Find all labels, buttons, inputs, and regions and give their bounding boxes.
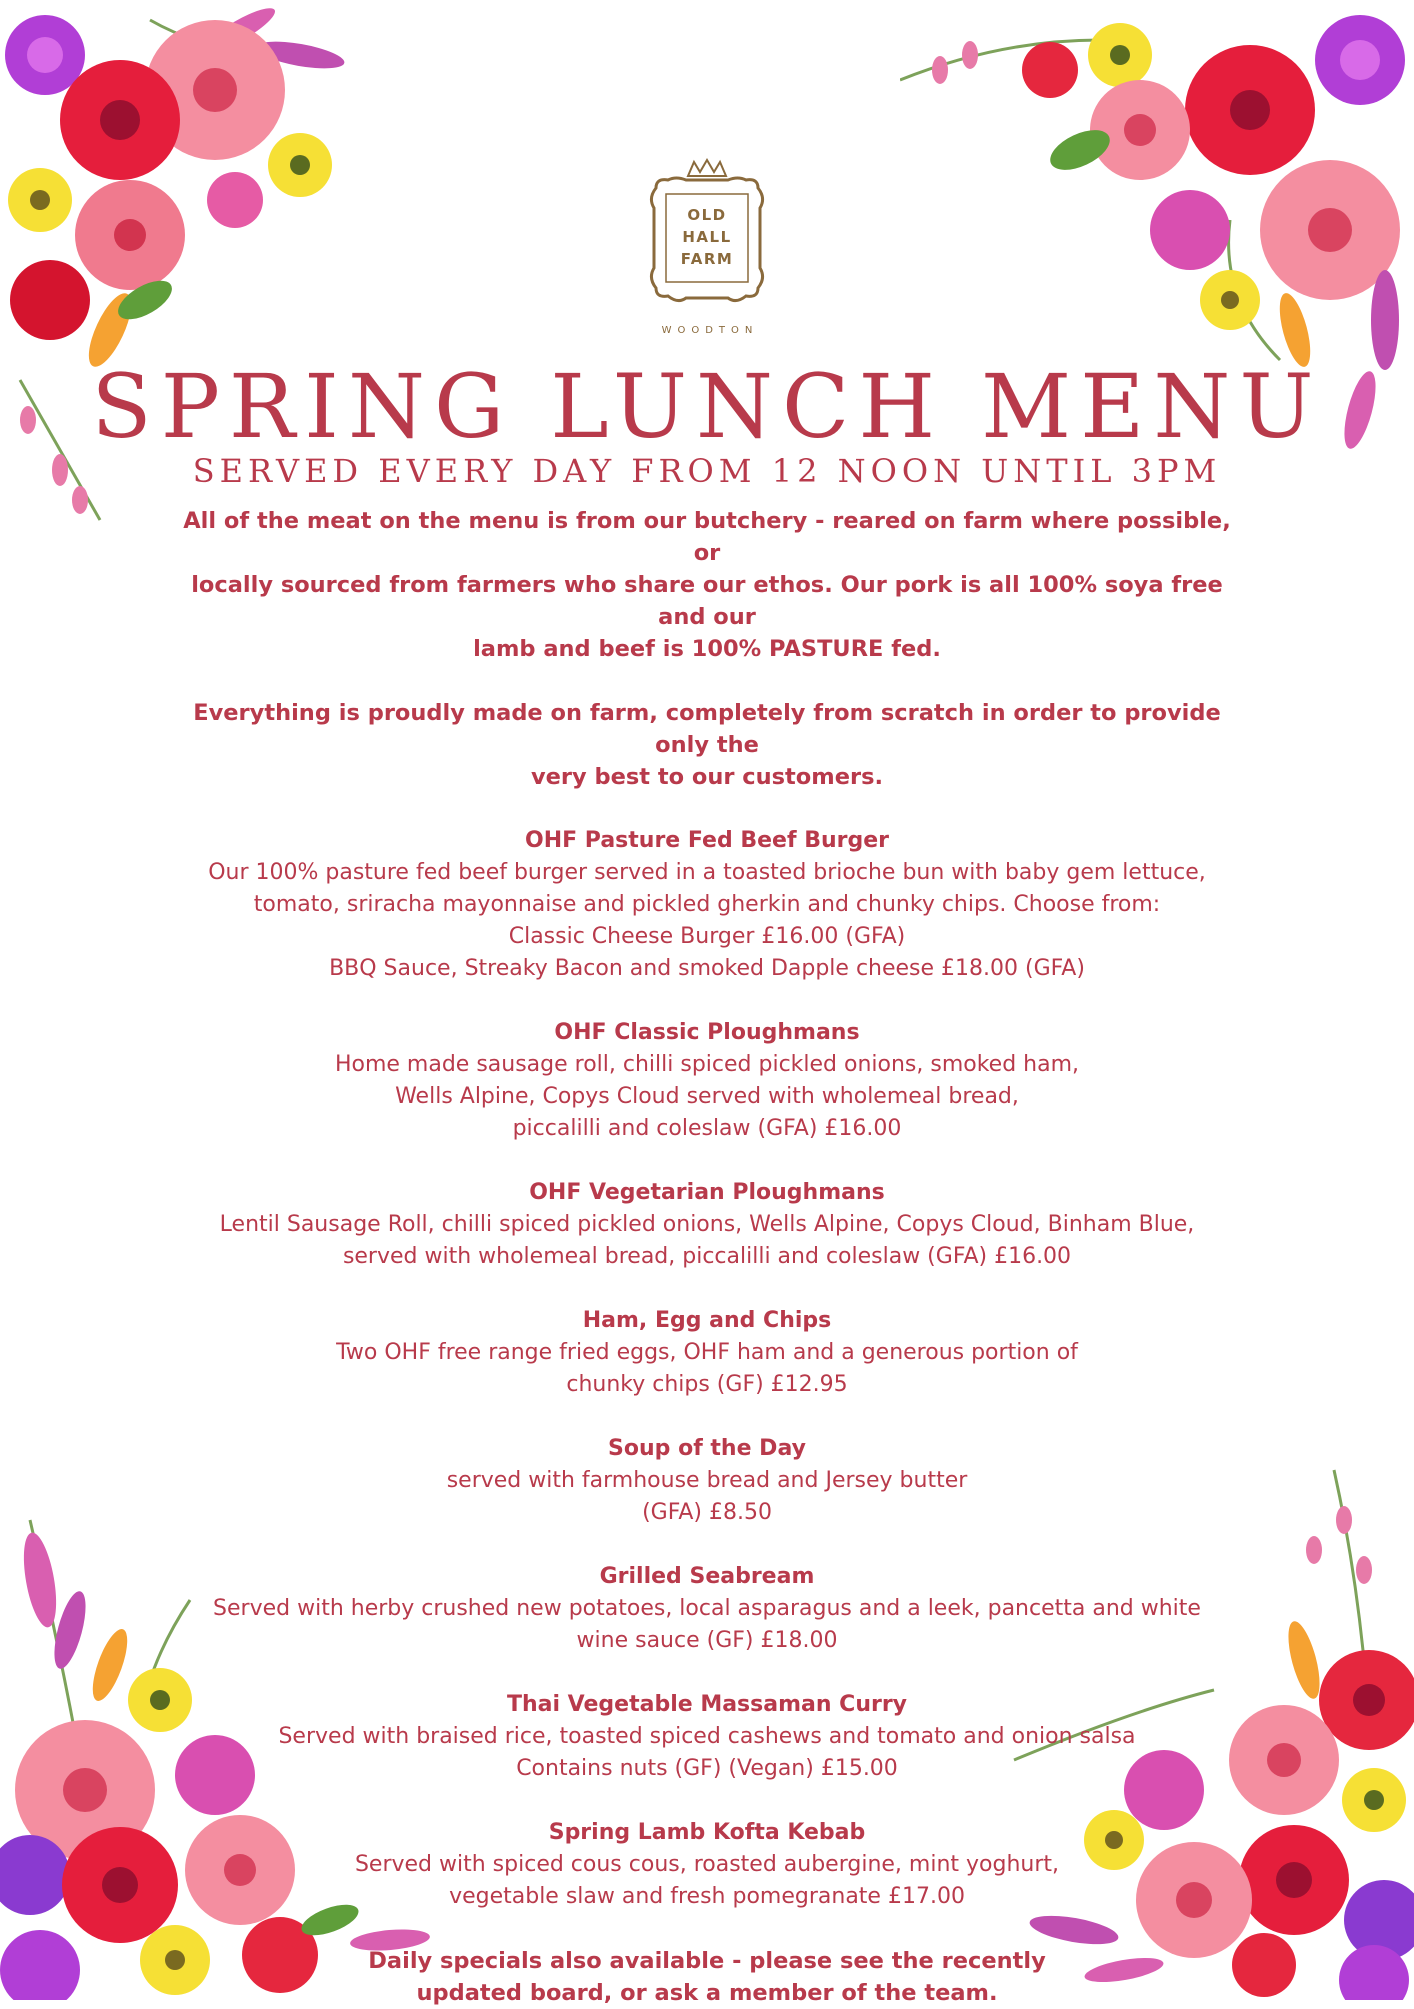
menu-item-lamb-kofta (170, 1817, 1244, 1913)
menu-item-beef-burger (170, 825, 1244, 985)
menu-item-line: Served with braised rice, toasted spiced cashews and tomato and onion salsa (278, 1724, 1136, 1749)
menu-item-line: chunky chips (GF) £12.95 (566, 1372, 848, 1397)
menu-item-line: wine sauce (GF) £18.00 (576, 1628, 838, 1653)
menu-item-line: Classic Cheese Burger £16.00 (GFA) (508, 924, 906, 949)
menu-item-line: tomato, sriracha mayonnaise and pickled gherkin and chunky chips. Choose from: (253, 892, 1161, 917)
menu-content (170, 505, 1244, 2009)
logo-line-1: OLD (687, 206, 727, 224)
menu-item-line: served with wholemeal bread, piccalilli and coleslaw (GFA) £16.00 (342, 1244, 1072, 1269)
logo-location: WOODTON (661, 325, 759, 336)
intro-line: Everything is proudly made on farm, completely from scratch in order to provide only the (193, 700, 1221, 758)
menu-item-line: Our 100% pasture fed beef burger served in a toasted brioche bun with baby gem lettuce, (208, 860, 1206, 885)
menu-item-line: Wells Alpine, Copys Cloud served with wholemeal bread, (395, 1084, 1019, 1109)
menu-item-line: Served with herby crushed new potatoes, local asparagus and a leek, pancetta and white (213, 1596, 1201, 1621)
menu-item-line: served with farmhouse bread and Jersey butter (446, 1468, 968, 1493)
menu-item-line: Served with spiced cous cous, roasted aubergine, mint yoghurt, (354, 1852, 1060, 1877)
menu-item-line: Lentil Sausage Roll, chilli spiced pickled onions, Wells Alpine, Copys Cloud, Binham Blue, (219, 1212, 1195, 1237)
menu-item-line: Two OHF free range fried eggs, OHF ham and a generous portion of (336, 1340, 1078, 1365)
menu-item-line: BBQ Sauce, Streaky Bacon and smoked Dapple cheese £18.00 (GFA) (329, 956, 1085, 981)
specials-line: updated board, or ask a member of the team. (416, 1980, 998, 2006)
intro-line: locally sourced from farmers who share our ethos. Our pork is all 100% soya free and our (191, 572, 1223, 630)
logo-line-3: FARM (680, 250, 734, 268)
menu-item-name: Thai Vegetable Massaman Curry (506, 1692, 908, 1717)
menu-item-line: vegetable slaw and fresh pomegranate £17.00 (449, 1884, 965, 1909)
menu-item-name: Spring Lamb Kofta Kebab (548, 1820, 866, 1845)
menu-item-name: Grilled Seabream (599, 1564, 815, 1589)
specials-note (170, 1945, 1244, 2009)
menu-item-name: OHF Pasture Fed Beef Burger (525, 828, 889, 853)
menu-item-massaman-curry (170, 1689, 1244, 1785)
menu-item-name: OHF Vegetarian Ploughmans (529, 1180, 885, 1205)
menu-item-name: OHF Classic Ploughmans (554, 1020, 860, 1045)
intro-paragraph-2 (170, 697, 1244, 793)
intro-line: lamb and beef is 100% PASTURE fed. (473, 636, 941, 662)
old-hall-farm-logo (636, 158, 778, 348)
menu-item-line: piccalilli and coleslaw (GFA) £16.00 (512, 1116, 902, 1141)
menu-item-line: (GFA) £8.50 (642, 1500, 772, 1525)
menu-item-ham-egg-chips (170, 1305, 1244, 1401)
menu-item-name: Soup of the Day (608, 1436, 806, 1461)
menu-item-soup (170, 1433, 1244, 1529)
intro-paragraph-1 (170, 505, 1244, 665)
logo-line-2: HALL (682, 228, 732, 246)
menu-item-name: Ham, Egg and Chips (582, 1308, 832, 1333)
menu-item-line: Contains nuts (GF) (Vegan) £15.00 (516, 1756, 898, 1781)
menu-item-line: Home made sausage roll, chilli spiced pickled onions, smoked ham, (334, 1052, 1080, 1077)
menu-title: SPRING LUNCH MENU (91, 355, 1323, 458)
menu-item-seabream (170, 1561, 1244, 1657)
intro-line: very best to our customers. (530, 764, 884, 790)
intro-line: All of the meat on the menu is from our butchery - reared on farm where possible, or (183, 508, 1231, 566)
specials-line: Daily specials also available - please see the recently (368, 1948, 1046, 1974)
menu-item-classic-ploughmans (170, 1017, 1244, 1145)
menu-subtitle: SERVED EVERY DAY FROM 12 NOON UNTIL 3PM (192, 452, 1222, 490)
menu-item-vegetarian-ploughmans (170, 1177, 1244, 1273)
